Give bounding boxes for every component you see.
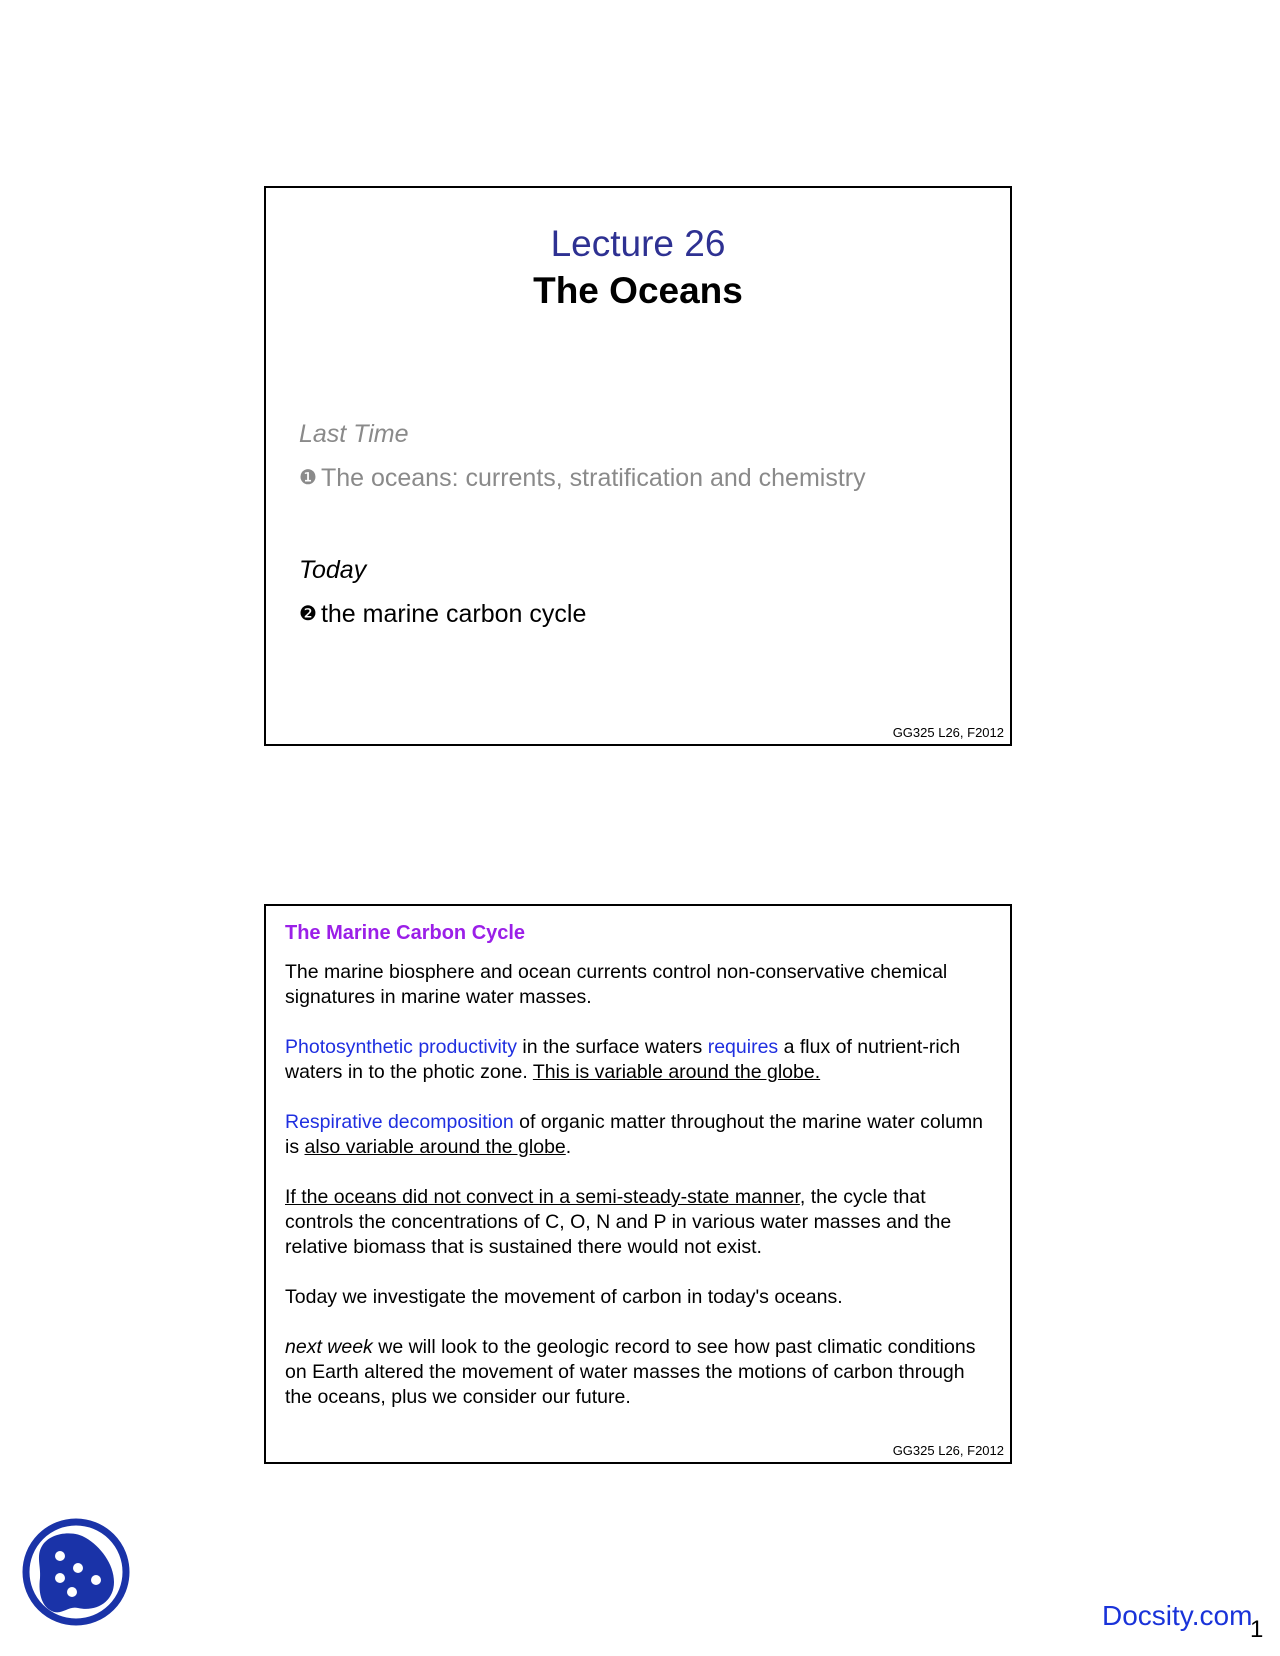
number-one-icon: ❶ <box>299 467 317 489</box>
emphasis-convection: If the oceans did not convect in a semi-steady-state manner <box>285 1186 800 1208</box>
slide-marine-carbon-cycle <box>264 904 1012 1464</box>
paragraph-next-week <box>285 1335 985 1410</box>
paragraph-convection <box>285 1185 985 1260</box>
paragraph-respiration <box>285 1110 985 1160</box>
last-time-item <box>299 464 866 493</box>
paragraph-text: we will look to the geologic record to see how past climatic conditions on Earth altered the movement of water masses the motions of carbon through the oceans, plus we consider our future. <box>285 1336 976 1408</box>
docsity-logo-icon <box>20 1516 132 1628</box>
term-respirative-decomposition: Respirative decomposition <box>285 1111 514 1133</box>
lecture-number: Lecture 26 <box>550 223 726 264</box>
emphasis-next-week: next week <box>285 1336 373 1358</box>
emphasis-variable: This is variable around the globe. <box>532 1061 821 1083</box>
today-item <box>299 600 586 629</box>
emphasis-also-variable: also variable around the globe <box>304 1136 566 1158</box>
slide-footer: GG325 L26, F2012 <box>892 1443 1004 1458</box>
today-label: Today <box>299 556 367 584</box>
today-item-text: the marine carbon cycle <box>320 600 587 628</box>
slide-body <box>285 960 985 1435</box>
docsity-brand-link[interactable]: Docsity.com <box>1102 1600 1253 1631</box>
last-time-item-text: The oceans: currents, stratification and chemistry <box>320 464 866 492</box>
last-time-label: Last Time <box>299 420 409 448</box>
term-photosynthetic-productivity: Photosynthetic productivity <box>285 1036 517 1058</box>
number-two-icon: ❷ <box>299 603 317 625</box>
paragraph-today: Today we investigate the movement of carbon in today's oceans. <box>285 1286 843 1308</box>
paragraph-productivity <box>285 1035 985 1085</box>
lecture-title: The Oceans <box>533 270 743 311</box>
term-requires: requires <box>707 1036 779 1058</box>
page-number: 1 <box>1250 1616 1264 1643</box>
paragraph-text: a flux of nutrient-rich waters in to the photic zone. <box>285 1036 961 1083</box>
paragraph-text: . <box>565 1136 572 1158</box>
slide-footer: GG325 L26, F2012 <box>892 725 1004 740</box>
paragraph-text: in the surface waters <box>516 1036 708 1058</box>
paragraph-text: , the cycle that controls the concentrations of C, O, N and P in various water masses and the relative biomass that is sustained there would not exist. <box>285 1186 952 1258</box>
slide-heading: The Marine Carbon Cycle <box>285 922 526 944</box>
paragraph-biosphere: The marine biosphere and ocean currents control non-conservative chemical signatures in marine water masses. <box>285 961 948 1008</box>
slide-title <box>264 186 1012 746</box>
paragraph-text: of organic matter throughout the marine water column is <box>285 1111 984 1158</box>
